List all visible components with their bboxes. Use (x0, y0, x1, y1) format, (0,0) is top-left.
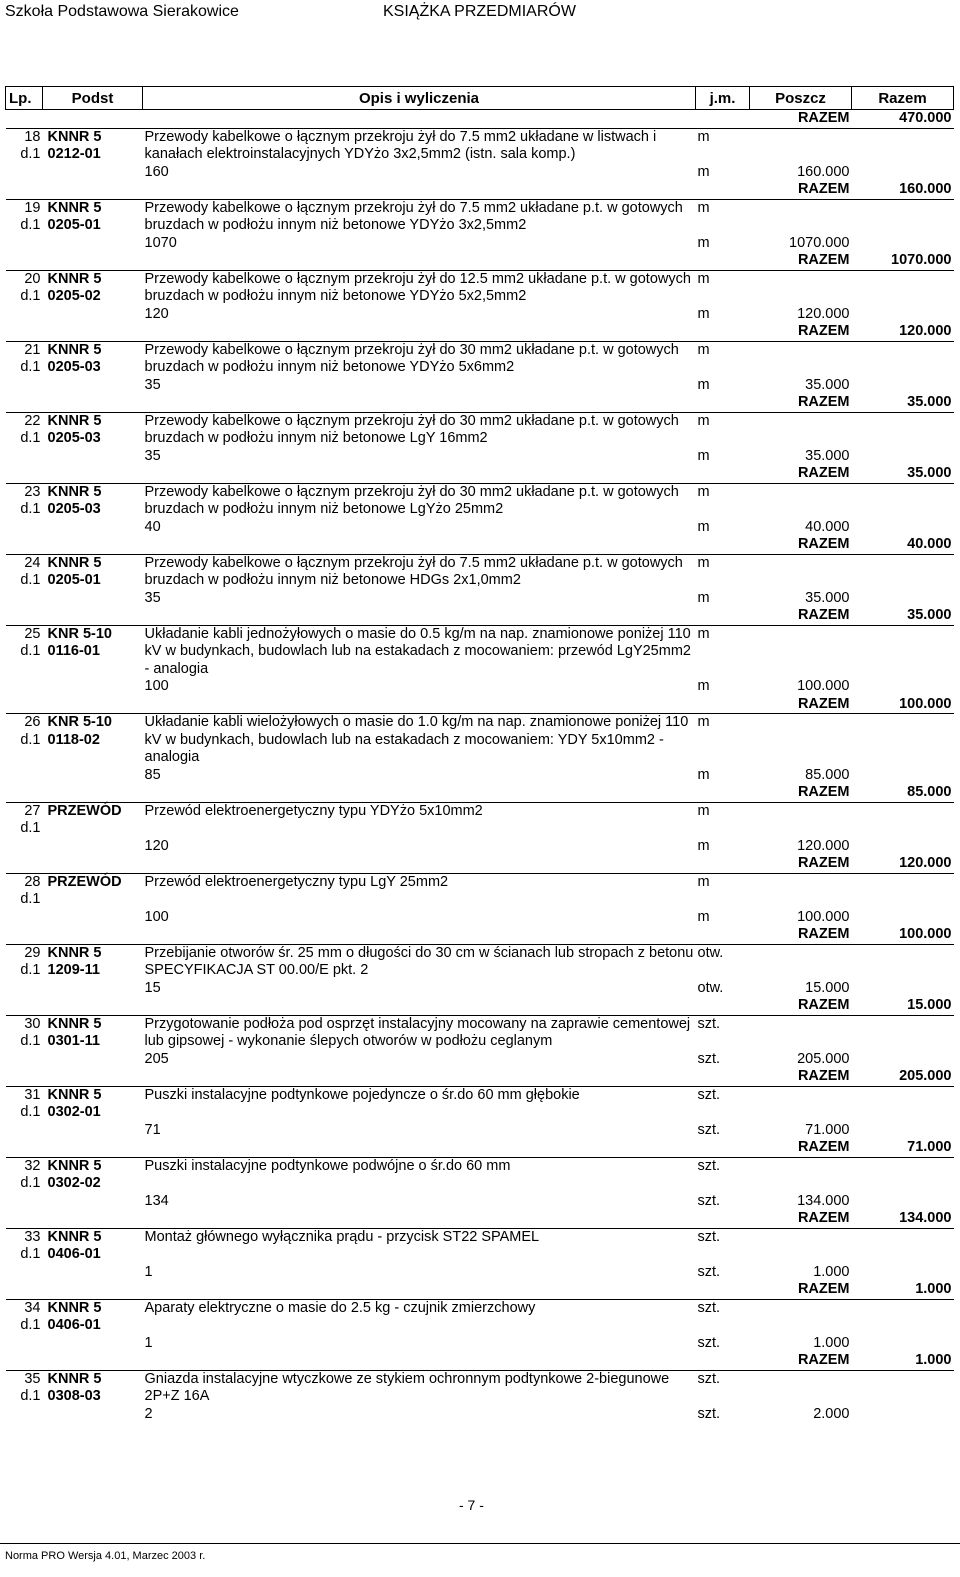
item-description: Przewody kabelkowe o łącznym przekroju żył do 7.5 mm2 układane w listwach i kanałach elektroinstalacyjnych YDYżo 3x2,5mm2 (istn. sala komp.) (143, 128, 696, 164)
item-number: 19 d.1 (6, 199, 43, 235)
item-basis: KNNR 5 0302-01 (43, 1086, 143, 1122)
item-quantity-row (6, 838, 954, 856)
item-total-row (6, 1210, 954, 1228)
item-total-row (6, 181, 954, 199)
col-opis: Opis i wyliczenia (143, 87, 696, 110)
item-row (6, 1157, 954, 1193)
item-total-row (6, 855, 954, 873)
item-number: 18 d.1 (6, 128, 43, 164)
item-number: 31 d.1 (6, 1086, 43, 1122)
item-quantity-row (6, 1122, 954, 1140)
item-basis: KNR 5-10 0116-01 (43, 625, 143, 678)
item-basis: KNNR 5 0406-01 (43, 1228, 143, 1264)
item-quantity-row (6, 448, 954, 466)
razem-label: RAZEM (797, 1068, 850, 1084)
item-number: 32 d.1 (6, 1157, 43, 1193)
quantity-value: 85.000 (805, 766, 850, 783)
quantity-value: 160.000 (797, 163, 850, 180)
item-row (6, 412, 954, 448)
razem-label: RAZEM (797, 110, 850, 126)
item-basis: KNNR 5 0205-01 (43, 199, 143, 235)
item-unit: m (696, 625, 750, 678)
quantity-expression: 35 (144, 447, 161, 464)
item-unit: m (696, 412, 750, 448)
item-description: Puszki instalacyjne podtynkowe podwójne o śr.do 60 mm (143, 1157, 696, 1193)
item-unit: m (696, 483, 750, 519)
item-number: 30 d.1 (6, 1015, 43, 1051)
quantity-unit: m (697, 908, 710, 925)
item-number: 22 d.1 (6, 412, 43, 448)
quantity-expression: 120 (144, 837, 169, 854)
item-unit: m (696, 128, 750, 164)
razem-label: RAZEM (797, 784, 850, 800)
razem-value: 134.000 (899, 1210, 952, 1226)
item-total-row (6, 784, 954, 802)
item-basis: KNNR 5 0205-02 (43, 270, 143, 306)
item-number: 28 d.1 (6, 873, 43, 909)
item-description: Montaż głównego wyłącznika prądu - przycisk ST22 SPAMEL (143, 1228, 696, 1264)
item-number: 23 d.1 (6, 483, 43, 519)
quantity-expression: 160 (144, 163, 169, 180)
razem-value: 35.000 (907, 465, 952, 481)
quantity-expression: 2 (144, 1405, 153, 1422)
item-unit: m (696, 873, 750, 909)
quantity-value: 100.000 (797, 908, 850, 925)
razem-row (6, 110, 954, 129)
item-quantity-row (6, 1264, 954, 1282)
item-row (6, 944, 954, 980)
item-row (6, 1299, 954, 1335)
item-number: 24 d.1 (6, 554, 43, 590)
item-number: 27 d.1 (6, 802, 43, 838)
razem-value: 120.000 (899, 323, 952, 339)
item-quantity-row (6, 164, 954, 182)
quantity-unit: m (697, 837, 710, 854)
quantity-expression: 100 (144, 678, 169, 694)
item-basis: KNNR 5 0205-03 (43, 483, 143, 519)
quantity-value: 71.000 (805, 1121, 850, 1138)
item-basis: KNNR 5 0212-01 (43, 128, 143, 164)
item-quantity-row (6, 678, 954, 696)
razem-label: RAZEM (797, 926, 850, 942)
quantity-value: 120.000 (797, 305, 850, 322)
item-row (6, 625, 954, 678)
quantity-unit: m (697, 376, 710, 393)
item-total-row (6, 394, 954, 412)
item-description: Przewód elektroenergetyczny typu LgY 25mm2 (143, 873, 696, 909)
item-total-row (6, 696, 954, 714)
razem-label: RAZEM (797, 536, 850, 552)
quantity-expression: 35 (144, 589, 161, 606)
item-basis: KNNR 5 0205-03 (43, 341, 143, 377)
item-description: Przewody kabelkowe o łącznym przekroju żył do 7.5 mm2 układane p.t. w gotowych bruzdach w podłożu innym niż betonowe YDYżo 3x2,5mm2 (143, 199, 696, 235)
razem-label: RAZEM (797, 323, 850, 339)
school-name: Szkoła Podstawowa Sierakowice (5, 3, 239, 20)
quantity-expression: 134 (144, 1192, 169, 1209)
item-description: Puszki instalacyjne podtynkowe pojedyncze o śr.do 60 mm głębokie (143, 1086, 696, 1122)
item-unit: szt. (696, 1015, 750, 1051)
item-row (6, 714, 954, 767)
razem-value: 100.000 (899, 695, 952, 712)
item-description: Przewody kabelkowe o łącznym przekroju żył do 30 mm2 układane p.t. w gotowych bruzdach w podłożu innym niż betonowe LgYżo 25mm2 (143, 483, 696, 519)
item-number: 25 d.1 (6, 625, 43, 678)
razem-label: RAZEM (797, 1352, 850, 1368)
item-basis: KNNR 5 1209-11 (43, 944, 143, 980)
razem-value: 470.000 (899, 110, 952, 126)
item-basis: KNNR 5 0406-01 (43, 1299, 143, 1335)
razem-value: 40.000 (907, 536, 952, 552)
item-unit: m (696, 714, 750, 767)
item-total-row (6, 536, 954, 554)
razem-value: 35.000 (907, 607, 952, 623)
quantity-expression: 1 (144, 1334, 153, 1351)
quantity-value: 2.000 (813, 1405, 850, 1422)
item-basis: KNNR 5 0301-11 (43, 1015, 143, 1051)
item-row (6, 554, 954, 590)
razem-label: RAZEM (797, 252, 850, 268)
item-description: Układanie kabli wielożyłowych o masie do 1.0 kg/m na nap. znamionowe poniżej 110 kV w budynkach, budowlach lub na estakadach z mocowaniem: YDY 5x10mm2 - analogia (143, 714, 696, 767)
table-body (6, 110, 954, 1424)
item-quantity-row (6, 1193, 954, 1211)
quantity-unit: szt. (697, 1192, 721, 1209)
item-total-row (6, 1352, 954, 1370)
item-row (6, 1370, 954, 1406)
razem-value: 71.000 (907, 1139, 952, 1155)
item-unit: m (696, 199, 750, 235)
razem-value: 1.000 (915, 1281, 952, 1297)
quantity-unit: szt. (697, 1121, 721, 1138)
item-unit: szt. (696, 1299, 750, 1335)
bill-of-quantities-table (5, 86, 954, 1423)
item-number: 21 d.1 (6, 341, 43, 377)
item-row (6, 128, 954, 164)
item-total-row (6, 465, 954, 483)
quantity-unit: szt. (697, 1263, 721, 1280)
item-quantity-row (6, 767, 954, 785)
quantity-expression: 85 (144, 766, 161, 783)
document-title: KSIĄŻKA PRZEDMIARÓW (383, 3, 576, 20)
quantity-unit: m (697, 766, 710, 783)
item-total-row (6, 1068, 954, 1086)
item-unit: m (696, 802, 750, 838)
item-number: 29 d.1 (6, 944, 43, 980)
quantity-value: 1.000 (813, 1334, 850, 1351)
item-unit: otw. (696, 944, 750, 980)
item-row (6, 802, 954, 838)
item-description: Przebijanie otworów śr. 25 mm o długości do 30 cm w ścianach lub stropach z betonu SPECYFIKACJA ST 00.00/E pkt. 2 (143, 944, 696, 980)
col-lp: Lp. (6, 87, 43, 110)
razem-value: 100.000 (899, 926, 952, 942)
quantity-unit: otw. (697, 979, 724, 996)
razem-label: RAZEM (797, 997, 850, 1013)
item-quantity-row (6, 1051, 954, 1069)
quantity-unit: m (697, 518, 710, 535)
quantity-unit: szt. (697, 1050, 721, 1067)
item-quantity-row (6, 519, 954, 537)
quantity-value: 100.000 (797, 678, 850, 694)
quantity-unit: m (697, 234, 710, 251)
item-total-row (6, 926, 954, 944)
razem-value: 35.000 (907, 394, 952, 410)
item-description: Przewody kabelkowe o łącznym przekroju żył do 7.5 mm2 układane p.t. w gotowych bruzdach w podłożu innym niż betonowe HDGs 2x1,0mm2 (143, 554, 696, 590)
item-quantity-row (6, 377, 954, 395)
razem-label: RAZEM (797, 181, 850, 197)
item-total-row (6, 1281, 954, 1299)
item-number: 20 d.1 (6, 270, 43, 306)
item-unit: szt. (696, 1157, 750, 1193)
item-row (6, 1015, 954, 1051)
razem-label: RAZEM (797, 465, 850, 481)
item-quantity-row (6, 1335, 954, 1353)
quantity-value: 1.000 (813, 1263, 850, 1280)
item-quantity-row (6, 980, 954, 998)
item-row (6, 1228, 954, 1264)
quantity-expression: 40 (144, 518, 161, 535)
item-number: 26 d.1 (6, 714, 43, 767)
razem-value: 85.000 (907, 784, 952, 800)
quantity-expression: 1 (144, 1263, 153, 1280)
item-row (6, 270, 954, 306)
quantity-unit: m (697, 163, 710, 180)
item-quantity-row (6, 909, 954, 927)
razem-label: RAZEM (797, 1139, 850, 1155)
item-total-row (6, 1139, 954, 1157)
item-total-row (6, 252, 954, 270)
quantity-expression: 1070 (144, 234, 177, 251)
razem-label: RAZEM (797, 607, 850, 623)
quantity-unit: szt. (697, 1334, 721, 1351)
quantity-expression: 35 (144, 376, 161, 393)
item-quantity-row (6, 306, 954, 324)
footer-divider (0, 1543, 960, 1544)
quantity-expression: 100 (144, 908, 169, 925)
item-total-row (6, 323, 954, 341)
item-total-row (6, 607, 954, 625)
quantity-expression: 71 (144, 1121, 161, 1138)
item-description: Przewody kabelkowe o łącznym przekroju żył do 30 mm2 układane p.t. w gotowych bruzdach w podłożu innym niż betonowe YDYżo 5x6mm2 (143, 341, 696, 377)
item-number: 34 d.1 (6, 1299, 43, 1335)
item-quantity-row (6, 235, 954, 253)
quantity-expression: 120 (144, 305, 169, 322)
quantity-unit: szt. (697, 1405, 721, 1422)
razem-value: 1070.000 (891, 252, 952, 268)
razem-label: RAZEM (797, 855, 850, 871)
item-row (6, 873, 954, 909)
item-basis: KNNR 5 0205-03 (43, 412, 143, 448)
quantity-unit: m (697, 589, 710, 606)
quantity-expression: 205 (144, 1050, 169, 1067)
item-quantity-row (6, 590, 954, 608)
item-row (6, 483, 954, 519)
item-description: Aparaty elektryczne o masie do 2.5 kg - czujnik zmierzchowy (143, 1299, 696, 1335)
item-description: Przewody kabelkowe o łącznym przekroju żył do 12.5 mm2 układane p.t. w gotowych bruzdach w podłożu innym niż betonowe YDYżo 5x2,5mm2 (143, 270, 696, 306)
razem-value: 120.000 (899, 855, 952, 871)
table-header-row (6, 87, 954, 110)
quantity-unit: m (697, 305, 710, 322)
item-quantity-row (6, 1406, 954, 1424)
item-basis: PRZEWÓD (43, 873, 143, 909)
quantity-value: 35.000 (805, 447, 850, 464)
item-unit: m (696, 341, 750, 377)
page-number: - 7 - (459, 1497, 484, 1513)
item-description: Przygotowanie podłoża pod osprzęt instalacyjny mocowany na zaprawie cementowej lub gipsowej - wykonanie ślepych otworów w podłożu ceglanym (143, 1015, 696, 1051)
item-row (6, 199, 954, 235)
item-number: 33 d.1 (6, 1228, 43, 1264)
quantity-value: 205.000 (797, 1050, 850, 1067)
item-unit: szt. (696, 1086, 750, 1122)
razem-label: RAZEM (797, 394, 850, 410)
item-row (6, 341, 954, 377)
item-row (6, 1086, 954, 1122)
quantity-value: 1070.000 (789, 234, 850, 251)
razem-label: RAZEM (797, 1281, 850, 1297)
footer-text: Norma PRO Wersja 4.01, Marzec 2003 r. (5, 1550, 206, 1562)
item-basis: PRZEWÓD (43, 802, 143, 838)
quantity-expression: 15 (144, 979, 161, 996)
item-description: Przewód elektroenergetyczny typu YDYżo 5x10mm2 (143, 802, 696, 838)
razem-value: 205.000 (899, 1068, 952, 1084)
col-razem: Razem (852, 87, 954, 110)
item-unit: m (696, 270, 750, 306)
col-jm: j.m. (696, 87, 750, 110)
item-basis: KNNR 5 0308-03 (43, 1370, 143, 1406)
quantity-value: 15.000 (805, 979, 850, 996)
razem-value: 160.000 (899, 181, 952, 197)
razem-label: RAZEM (797, 695, 850, 712)
quantity-value: 120.000 (797, 837, 850, 854)
col-podst: Podst (43, 87, 143, 110)
item-basis: KNNR 5 0205-01 (43, 554, 143, 590)
quantity-value: 35.000 (805, 589, 850, 606)
item-number: 35 d.1 (6, 1370, 43, 1406)
quantity-unit: m (697, 678, 710, 694)
item-unit: m (696, 554, 750, 590)
quantity-unit: m (697, 447, 710, 464)
item-description: Układanie kabli jednożyłowych o masie do 0.5 kg/m na nap. znamionowe poniżej 110 kV w budynkach, budowlach lub na estakadach z mocowaniem: przewód LgY25mm2 - analogia (143, 625, 696, 678)
item-unit: szt. (696, 1228, 750, 1264)
col-poszcz: Poszcz (750, 87, 852, 110)
razem-value: 1.000 (915, 1352, 952, 1368)
item-total-row (6, 997, 954, 1015)
razem-label: RAZEM (797, 1210, 850, 1226)
quantity-value: 35.000 (805, 376, 850, 393)
item-description: Przewody kabelkowe o łącznym przekroju żył do 30 mm2 układane p.t. w gotowych bruzdach w podłożu innym niż betonowe LgY 16mm2 (143, 412, 696, 448)
quantity-value: 40.000 (805, 518, 850, 535)
razem-value: 15.000 (907, 997, 952, 1013)
item-unit: szt. (696, 1370, 750, 1406)
quantity-value: 134.000 (797, 1192, 850, 1209)
item-basis: KNNR 5 0302-02 (43, 1157, 143, 1193)
item-description: Gniazda instalacyjne wtyczkowe ze stykiem ochronnym podtynkowe 2-biegunowe 2P+Z 16A (143, 1370, 696, 1406)
item-basis: KNR 5-10 0118-02 (43, 714, 143, 767)
